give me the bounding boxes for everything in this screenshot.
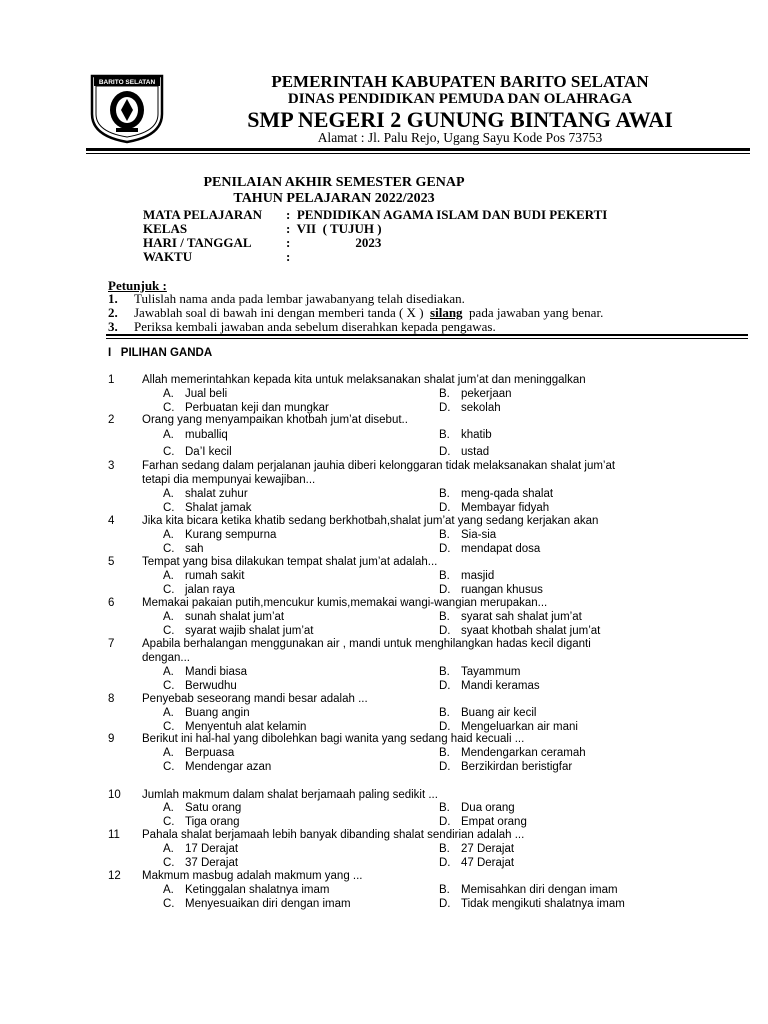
question-number: 10: [108, 789, 121, 801]
option-letter: C.: [163, 721, 175, 733]
option-text: Perbuatan keji dan mungkar: [185, 402, 329, 414]
exam-title: PENILAIAN AKHIR SEMESTER GENAP: [203, 175, 465, 190]
exam-info-value: :: [286, 249, 291, 264]
answer-option: [163, 707, 250, 719]
option-text: Ketinggalan shalatnya imam: [185, 884, 330, 896]
option-letter: D.: [439, 816, 451, 828]
option-letter: C.: [163, 898, 175, 910]
answer-option: [439, 611, 582, 623]
answer-option: [163, 570, 244, 582]
answer-option: [439, 707, 536, 719]
option-letter: B.: [439, 747, 450, 759]
exam-info-label: MATA PELAJARAN: [143, 207, 263, 222]
option-text: Mengeluarkan air mani: [461, 721, 578, 733]
option-text: Buang air kecil: [461, 707, 537, 719]
option-text: meng-qada shalat: [461, 488, 554, 500]
instruction-item: [108, 319, 496, 335]
answer-option: [163, 802, 241, 814]
answer-option: [439, 570, 494, 582]
question-number: 8: [108, 693, 115, 705]
option-letter: D.: [439, 857, 451, 869]
option-text: Menyentuh alat kelamin: [185, 721, 307, 733]
option-letter: B.: [439, 488, 450, 500]
department-heading: DINAS PENDIDIKAN PEMUDA DAN OLAHRAGA: [287, 91, 633, 107]
answer-option: [439, 402, 501, 414]
option-letter: D.: [439, 543, 451, 555]
instruction-number: 3.: [108, 319, 118, 334]
option-letter: D.: [439, 402, 451, 414]
option-letter: B.: [439, 611, 450, 623]
option-letter: A.: [163, 802, 174, 814]
answer-option: [439, 857, 514, 869]
answer-option: [163, 884, 329, 896]
government-heading: PEMERINTAH KABUPATEN BARITO SELATAN: [271, 72, 649, 91]
option-letter: A.: [163, 570, 174, 582]
exam-year: TAHUN PELAJARAN 2022/2023: [233, 191, 435, 206]
option-letter: B.: [439, 529, 450, 541]
option-text: syaat khotbah shalat jum’at: [461, 625, 601, 637]
option-letter: A.: [163, 707, 174, 719]
question-number: 11: [108, 829, 120, 841]
option-letter: B.: [439, 570, 450, 582]
option-letter: C.: [163, 680, 175, 692]
option-letter: D.: [439, 625, 451, 637]
option-text: Kurang sempurna: [185, 529, 277, 541]
answer-option: [439, 388, 512, 400]
option-letter: D.: [439, 721, 451, 733]
option-letter: A.: [163, 529, 174, 541]
question-number: 12: [108, 870, 121, 882]
option-letter: D.: [439, 680, 451, 692]
option-letter: A.: [163, 611, 174, 623]
instruction-text: Tulislah nama anda pada lembar jawabanyang telah disediakan.: [134, 291, 465, 306]
question-number: 1: [108, 374, 115, 386]
school-address: Alamat : Jl. Palu Rejo, Ugang Sayu Kode Pos 73753: [317, 130, 603, 145]
question-number: 2: [108, 414, 115, 426]
answer-option: [163, 816, 240, 828]
exam-info-row: [143, 249, 290, 265]
question-text: Berikut ini hal-hal yang dibolehkan bagi wanita yang sedang haid kecuali ...: [142, 733, 525, 745]
answer-option: [163, 680, 237, 692]
option-letter: D.: [439, 584, 451, 596]
answer-option: [439, 543, 540, 555]
answer-option: [439, 488, 553, 500]
option-text: Tiga orang: [185, 816, 240, 828]
answer-option: [163, 625, 313, 637]
answer-option: [439, 816, 527, 828]
option-text: Tidak mengikuti shalatnya imam: [461, 898, 625, 910]
question-text: Penyebab seseorang mandi besar adalah ...: [142, 693, 368, 705]
answer-option: [439, 802, 515, 814]
question-text: Farhan sedang dalam perjalanan jauhia diberi kelonggaran tidak melaksanakan shalat jum’at: [142, 460, 616, 472]
option-text: ustad: [461, 446, 490, 458]
exam-info-label: KELAS: [143, 221, 188, 236]
option-letter: A.: [163, 666, 174, 678]
option-letter: D.: [439, 446, 451, 458]
option-text: jalan raya: [185, 584, 235, 596]
option-text: sah: [185, 543, 204, 555]
exam-info-value: : VII ( TUJUH ): [286, 221, 382, 236]
instruction-number: 2.: [108, 305, 118, 320]
instruction-emphasis: silang: [430, 305, 463, 320]
answer-option: [439, 502, 549, 514]
answer-option: [439, 446, 489, 458]
option-text: masjid: [461, 570, 495, 582]
answer-option: [439, 529, 496, 541]
question-number: 7: [108, 638, 115, 650]
option-letter: C.: [163, 584, 175, 596]
option-text: Mandi keramas: [461, 680, 540, 692]
option-text: Buang angin: [185, 707, 250, 719]
question-number: 6: [108, 597, 115, 609]
answer-option: [163, 529, 276, 541]
option-text: Mendengarkan ceramah: [461, 747, 586, 759]
question-number: 4: [108, 515, 115, 527]
answer-option: [163, 898, 351, 910]
option-letter: B.: [439, 802, 450, 814]
answer-option: [163, 857, 238, 869]
district-logo-emblem: [88, 70, 166, 144]
option-letter: B.: [439, 884, 450, 896]
option-text: Shalat jamak: [185, 502, 252, 514]
instructions-divider-thin: [106, 338, 748, 339]
answer-option: [163, 761, 271, 773]
question-number: 3: [108, 460, 115, 472]
question-text: Jumlah makmum dalam shalat berjamaah paling sedikit ...: [142, 789, 438, 801]
answer-option: [163, 402, 329, 414]
option-letter: D.: [439, 502, 451, 514]
answer-option: [163, 843, 238, 855]
option-letter: C.: [163, 761, 175, 773]
question-number: 9: [108, 733, 115, 745]
instruction-text: Jawablah soal di bawah ini dengan memberi tanda ( X ): [134, 305, 431, 320]
question-text: Allah memerintahkan kepada kita untuk melaksanakan shalat jum’at dan meninggalkan: [142, 374, 586, 386]
question-text: Jika kita bicara ketika khatib sedang berkhotbah,shalat jum’at yang sedang kerjakan akan: [142, 515, 599, 527]
question-text: Pahala shalat berjamaah lebih banyak dibanding shalat sendirian adalah ...: [142, 829, 525, 841]
option-letter: B.: [439, 666, 450, 678]
answer-option: [163, 502, 251, 514]
option-letter: C.: [163, 625, 175, 637]
option-text: 37 Derajat: [185, 857, 239, 869]
option-text: sekolah: [461, 402, 501, 414]
option-text: Membayar fidyah: [461, 502, 550, 514]
option-text: syarat sah shalat jum’at: [461, 611, 582, 623]
option-text: Berpuasa: [185, 747, 235, 759]
option-letter: B.: [439, 843, 450, 855]
option-text: 17 Derajat: [185, 843, 239, 855]
exam-info-value: : PENDIDIKAN AGAMA ISLAM DAN BUDI PEKERTI: [286, 207, 608, 222]
option-text: Dua orang: [461, 802, 515, 814]
question-text: Orang yang menyampaikan khotbah jum’at disebut..: [142, 414, 408, 426]
option-text: 27 Derajat: [461, 843, 515, 855]
option-text: pekerjaan: [461, 388, 512, 400]
option-letter: A.: [163, 488, 174, 500]
option-text: mendapat dosa: [461, 543, 541, 555]
exam-info-value: : 2023: [286, 235, 382, 250]
question-text-continued: dengan...: [142, 652, 190, 664]
instructions-divider-thick: [106, 334, 748, 336]
option-text: Empat orang: [461, 816, 527, 828]
section-title: I PILIHAN GANDA: [108, 347, 213, 359]
option-letter: C.: [163, 446, 175, 458]
answer-option: [439, 884, 618, 896]
question-text-continued: tetapi dia mempunyai kewajiban...: [142, 474, 316, 486]
option-text: rumah sakit: [185, 570, 245, 582]
option-letter: C.: [163, 857, 175, 869]
question-text: Tempat yang bisa dilakukan tempat shalat jum’at adalah...: [142, 556, 438, 568]
exam-info-label: WAKTU: [143, 249, 193, 264]
option-text: Menyesuaikan diri dengan imam: [185, 898, 351, 910]
option-text: syarat wajib shalat jum’at: [185, 625, 314, 637]
option-text: ruangan khusus: [461, 584, 543, 596]
answer-option: [163, 747, 234, 759]
option-text: Da’I kecil: [185, 446, 232, 458]
option-text: Berzikirdan beristigfar: [461, 761, 573, 773]
question-text: Makmum masbug adalah makmum yang ...: [142, 870, 363, 882]
option-text: Memisahkan diri dengan imam: [461, 884, 618, 896]
option-text: Sia-sia: [461, 529, 497, 541]
option-text: muballiq: [185, 429, 228, 441]
option-letter: B.: [439, 388, 450, 400]
option-letter: A.: [163, 884, 174, 896]
option-letter: B.: [439, 429, 450, 441]
option-text: Mandi biasa: [185, 666, 248, 678]
answer-option: [163, 584, 235, 596]
header-divider-thin: [86, 153, 750, 154]
exam-info-label: HARI / TANGGAL: [143, 235, 252, 250]
option-letter: D.: [439, 898, 451, 910]
option-letter: C.: [163, 402, 175, 414]
option-letter: D.: [439, 761, 451, 773]
option-text: Tayammum: [461, 666, 521, 678]
answer-option: [163, 721, 306, 733]
answer-option: [163, 446, 232, 458]
answer-option: [439, 761, 572, 773]
header-divider-thick: [86, 148, 750, 151]
answer-option: [439, 747, 586, 759]
instruction-number: 1.: [108, 291, 118, 306]
answer-option: [163, 388, 227, 400]
question-text: Memakai pakaian putih,mencukur kumis,memakai wangi-wangian merupakan...: [142, 597, 548, 609]
option-text: Jual beli: [185, 388, 228, 400]
option-text: Satu orang: [185, 802, 242, 814]
logo-text: BARITO SELATAN: [98, 79, 156, 86]
option-letter: B.: [439, 707, 450, 719]
answer-option: [163, 666, 247, 678]
instructions-heading: Petunjuk :: [108, 278, 167, 293]
answer-option: [163, 429, 228, 441]
option-letter: C.: [163, 502, 175, 514]
school-name: SMP NEGERI 2 GUNUNG BINTANG AWAI: [247, 107, 673, 132]
option-text: shalat zuhur: [185, 488, 248, 500]
question-number: 5: [108, 556, 115, 568]
answer-option: [439, 843, 514, 855]
answer-option: [439, 898, 625, 910]
answer-option: [163, 488, 248, 500]
option-text: khatib: [461, 429, 492, 441]
answer-option: [439, 625, 600, 637]
instruction-text: pada jawaban yang benar.: [462, 305, 604, 320]
instruction-text: Periksa kembali jawaban anda sebelum diserahkan kepada pengawas.: [134, 319, 496, 334]
option-letter: C.: [163, 543, 175, 555]
answer-option: [439, 666, 520, 678]
option-letter: A.: [163, 747, 174, 759]
answer-option: [439, 680, 540, 692]
option-letter: A.: [163, 843, 174, 855]
answer-option: [163, 543, 204, 555]
answer-option: [439, 584, 543, 596]
question-text: Apabila berhalangan menggunakan air , mandi untuk menghilangkan hadas kecil diganti: [142, 638, 591, 650]
option-text: 47 Derajat: [461, 857, 515, 869]
option-text: Berwudhu: [185, 680, 237, 692]
option-text: Mendengar azan: [185, 761, 272, 773]
answer-option: [439, 721, 578, 733]
option-letter: A.: [163, 388, 174, 400]
answer-option: [439, 429, 492, 441]
option-letter: A.: [163, 429, 174, 441]
option-text: sunah shalat jum’at: [185, 611, 285, 623]
option-letter: C.: [163, 816, 175, 828]
answer-option: [163, 611, 284, 623]
